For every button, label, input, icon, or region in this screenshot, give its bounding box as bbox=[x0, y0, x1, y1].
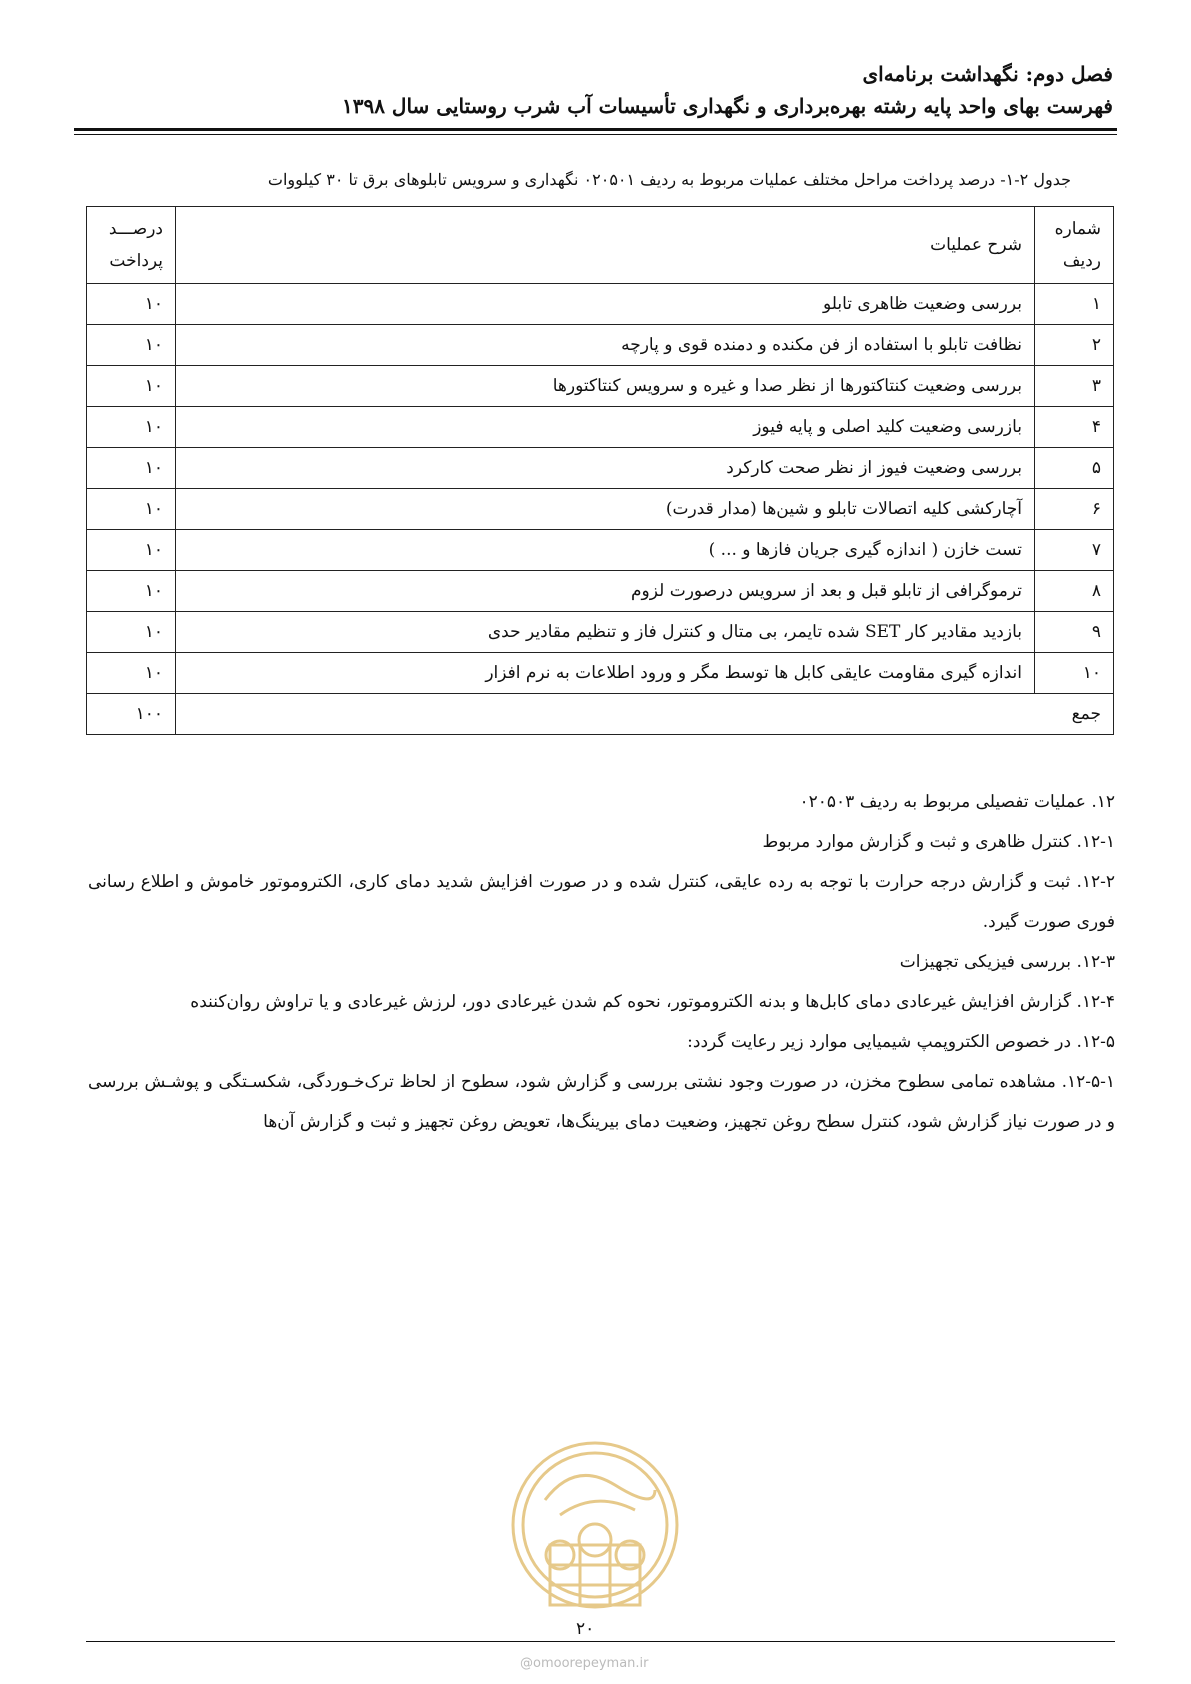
watermark-website: @omoorepeyman.ir bbox=[520, 1656, 649, 1671]
page-header bbox=[78, 58, 1113, 122]
page-number: ۲۰ bbox=[576, 1619, 595, 1639]
header-rule-thick bbox=[74, 128, 1117, 131]
footer-rule bbox=[86, 1641, 1115, 1642]
table-row: ۳ بررسی وضعیت کنتاکتورها از نظر صدا و غیره و سرویس کنتاکتورها ۱۰ bbox=[87, 366, 1114, 407]
table-row: ۵ بررسی وضعیت فیوز از نظر صحت کارکرد ۱۰ bbox=[87, 448, 1114, 489]
table-row: ۴ بازرسی وضعیت کلید اصلی و پایه فیوز ۱۰ bbox=[87, 407, 1114, 448]
paragraph: ۱۲-۳. بررسی فیزیکی تجهیزات bbox=[899, 952, 1115, 972]
table-row: ۸ ترموگرافی از تابلو قبل و بعد از سرویس درصورت لزوم ۱۰ bbox=[87, 571, 1114, 612]
header-payment-percent: درصـــد پرداخت bbox=[87, 207, 176, 284]
table-total-row bbox=[87, 694, 1114, 735]
header-rule-thin bbox=[74, 134, 1117, 135]
table-row: ۱۰ اندازه گیری مقاومت عایقی کابل ها توسط مگر و ورود اطلاعات به نرم افزار ۱۰ bbox=[87, 653, 1114, 694]
paragraph: ۱۲-۴. گزارش افزایش غیرعادی دمای کابل‌ها و بدنه الکتروموتور، نحوه کم شدن غیرعادی دور، لرزش غیرعادی و یا تراوش روان‌کننده bbox=[190, 992, 1115, 1012]
chapter-title: فصل دوم: نگهداشت برنامه‌ای bbox=[862, 62, 1113, 86]
total-value: ۱۰۰ bbox=[87, 694, 176, 735]
detailed-operations-text bbox=[88, 782, 1115, 1142]
header-description: شرح عملیات bbox=[176, 207, 1035, 284]
total-label: جمع bbox=[176, 694, 1114, 735]
table-row: ۹ بازدید مقادیر کار SET شده تایمر، بی متال و کنترل فاز و تنظیم مقادیر حدی ۱۰ bbox=[87, 612, 1114, 653]
paragraph: ۱۲-۱. کنترل ظاهری و ثبت و گزارش موارد مربوط bbox=[762, 832, 1115, 852]
header-row-number: شماره ردیف bbox=[1035, 207, 1114, 284]
paragraph: ۱۲-۲. ثبت و گزارش درجه حرارت با توجه به رده عایقی، کنترل شده و در صورت افزایش شدید دمای کاری، الکتروموتور خاموش و اطلاع رسانی فوری صورت گیرد. bbox=[88, 872, 1115, 932]
paragraph: ۱۲-۵-۱. مشاهده تمامی سطوح مخزن، در صورت وجود نشتی بررسی و گزارش شود، سطوح از لحاظ ترک‌خـوردگی، شکسـتگی و پوشـش بررسی و در صورت نیاز گزارش شود، کنترل سطح روغن تجهیز، وضعیت دمای بیرینگ‌ها، تعویض روغن تجهیز و ثبت و گزارش آن‌ها bbox=[88, 1072, 1115, 1132]
table-row: ۲ نظافت تابلو با استفاده از فن مکنده و دمنده قوی و پارچه ۱۰ bbox=[87, 325, 1114, 366]
section-heading: ۱۲. عملیات تفصیلی مربوط به ردیف ۰۲۰۵۰۳ bbox=[799, 792, 1115, 812]
watermark-seal-icon bbox=[505, 1430, 685, 1630]
table-row: ۶ آچارکشی کلیه اتصالات تابلو و شین‌ها (مدار قدرت) ۱۰ bbox=[87, 489, 1114, 530]
table-row: ۷ تست خازن ( اندازه گیری جریان فازها و ... ) ۱۰ bbox=[87, 530, 1114, 571]
table-caption: جدول ۲-۱- درصد پرداخت مراحل مختلف عملیات مربوط به ردیف ۰۲۰۵۰۱ نگهداری و سرویس تابلوهای برق تا ۳۰ کیلووات bbox=[267, 170, 1071, 189]
paragraph: ۱۲-۵. در خصوص الکتروپمپ شیمیایی موارد زیر رعایت گردد: bbox=[687, 1032, 1115, 1052]
table-header-row bbox=[87, 207, 1114, 284]
document-subtitle: فهرست بهای واحد پایه رشته بهره‌برداری و نگهداری تأسیسات آب شرب روستایی سال ۱۳۹۸ bbox=[341, 94, 1113, 118]
operations-table bbox=[86, 206, 1114, 735]
table-row: ۱ بررسی وضعیت ظاهری تابلو ۱۰ bbox=[87, 284, 1114, 325]
